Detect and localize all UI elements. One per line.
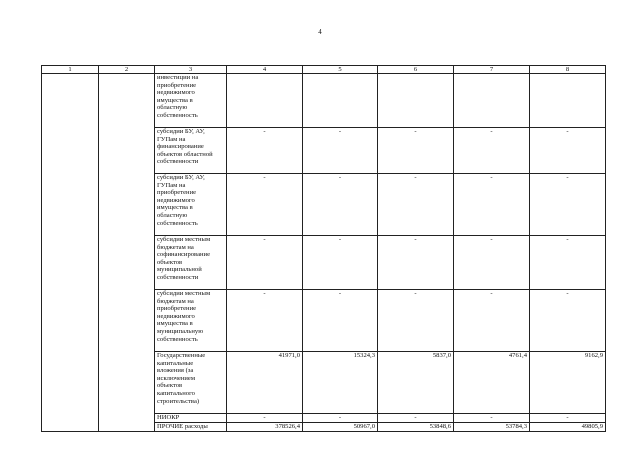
value-cell: - — [454, 414, 530, 423]
header-cell: 1 — [42, 66, 99, 74]
value-cell: - — [378, 236, 454, 290]
value-cell: - — [227, 128, 303, 174]
value-cell: - — [530, 290, 606, 352]
column-1-cell — [42, 74, 99, 432]
header-row — [42, 66, 606, 74]
budget-table — [41, 65, 606, 432]
value-cell — [227, 74, 303, 128]
value-cell: - — [227, 174, 303, 236]
value-cell: - — [378, 290, 454, 352]
row-description: ПРОЧИЕ расходы — [155, 422, 227, 431]
value-cell: - — [454, 128, 530, 174]
value-cell: 53784,3 — [454, 422, 530, 431]
value-cell: - — [227, 414, 303, 423]
header-cell: 3 — [155, 66, 227, 74]
value-cell: 9162,9 — [530, 352, 606, 414]
value-cell: - — [530, 174, 606, 236]
row-description: субсидии БУ, АУ, ГУПам на приобретение недвижимого имущества в областную собственность — [155, 174, 227, 236]
row-description: субсидии местным бюджетам на софинансирование объектов муниципальной собственности — [155, 236, 227, 290]
value-cell: - — [303, 174, 378, 236]
page-number: 4 — [318, 28, 322, 36]
value-cell — [378, 74, 454, 128]
value-cell: - — [227, 290, 303, 352]
value-cell — [530, 74, 606, 128]
value-cell: - — [454, 174, 530, 236]
row-description: субсидии местным бюджетам на приобретение недвижимого имущества в муниципальную собственность — [155, 290, 227, 352]
value-cell — [454, 74, 530, 128]
row-description: НИОКР — [155, 414, 227, 423]
value-cell: 50967,0 — [303, 422, 378, 431]
value-cell — [303, 74, 378, 128]
value-cell: - — [454, 290, 530, 352]
header-cell: 6 — [378, 66, 454, 74]
value-cell: 5837,0 — [378, 352, 454, 414]
row-description: субсидии БУ, АУ, ГУПам на финансирование объектов областной собственности — [155, 128, 227, 174]
value-cell: - — [530, 236, 606, 290]
value-cell: 378526,4 — [227, 422, 303, 431]
value-cell: - — [454, 236, 530, 290]
value-cell: 49805,9 — [530, 422, 606, 431]
value-cell: - — [530, 414, 606, 423]
value-cell: - — [530, 128, 606, 174]
column-2-cell — [99, 74, 155, 432]
value-cell: 4761,4 — [454, 352, 530, 414]
header-cell: 7 — [454, 66, 530, 74]
header-cell: 4 — [227, 66, 303, 74]
value-cell: - — [378, 174, 454, 236]
row-description: Государственные капитальные вложения (за исключением объектов капитального строительства) — [155, 352, 227, 414]
header-cell: 2 — [99, 66, 155, 74]
value-cell: - — [303, 128, 378, 174]
value-cell: - — [303, 414, 378, 423]
value-cell: - — [378, 414, 454, 423]
header-cell: 8 — [530, 66, 606, 74]
value-cell: - — [378, 128, 454, 174]
value-cell: - — [303, 290, 378, 352]
table-row — [42, 74, 606, 128]
value-cell: 15324,3 — [303, 352, 378, 414]
value-cell: - — [227, 236, 303, 290]
header-cell: 5 — [303, 66, 378, 74]
value-cell: - — [303, 236, 378, 290]
row-description: инвестиции на приобретение недвижимого имущества в областную собственность — [155, 74, 227, 128]
value-cell: 53848,6 — [378, 422, 454, 431]
value-cell: 41971,0 — [227, 352, 303, 414]
